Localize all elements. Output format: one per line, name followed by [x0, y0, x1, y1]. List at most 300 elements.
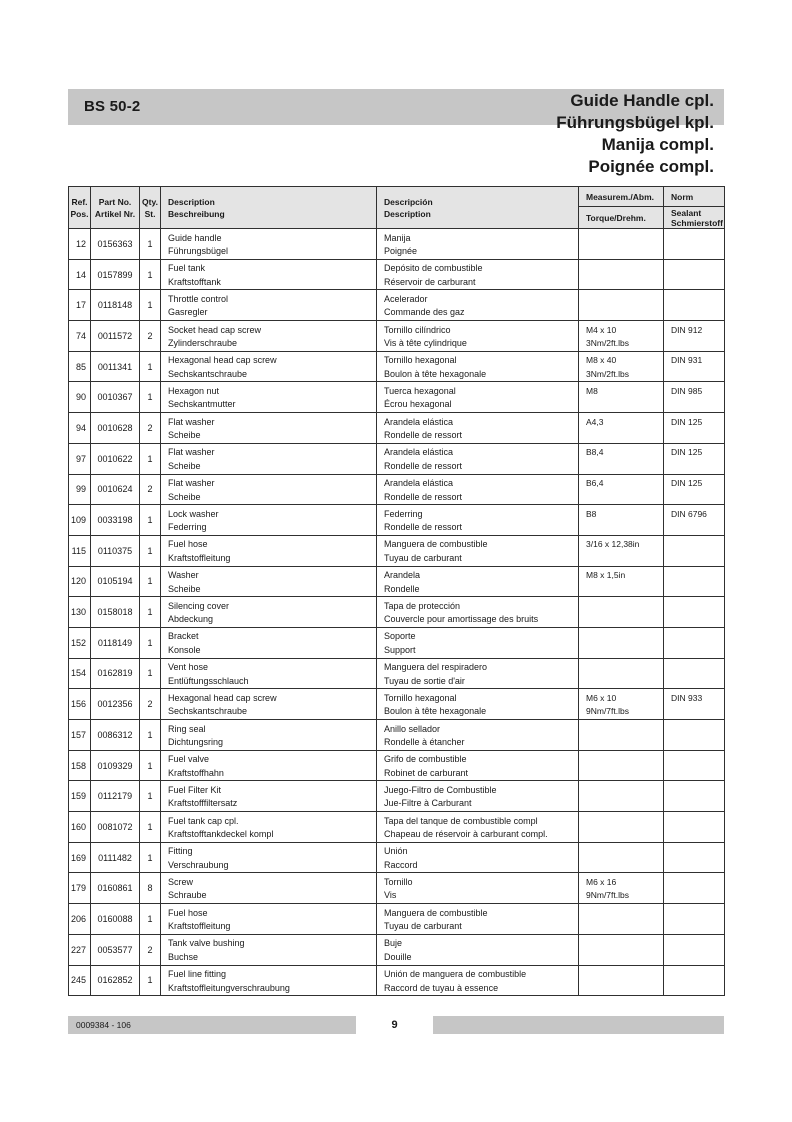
- measurement-cell: [579, 658, 664, 689]
- description-de: Scheibe: [168, 430, 201, 441]
- part-no-cell: 0118148: [91, 290, 140, 321]
- ref-cell: 85: [69, 351, 91, 382]
- table-row: [69, 750, 725, 781]
- description-cell: [161, 904, 377, 935]
- description-fr: Rondelle de ressort: [384, 491, 463, 502]
- part-no-cell: 0011341: [91, 351, 140, 382]
- translation-cell: [377, 290, 579, 321]
- translation-cell: [377, 443, 579, 474]
- qty-cell: 1: [140, 259, 161, 290]
- measurement-torque: 3Nm/2ft.lbs: [586, 368, 629, 379]
- description-es: Buje: [384, 938, 403, 949]
- translation-cell: [377, 965, 579, 996]
- description-de: Scheibe: [168, 583, 201, 594]
- qty-cell: 1: [140, 229, 161, 260]
- description-cell: [161, 290, 377, 321]
- description-de: Verschraubung: [168, 859, 229, 870]
- measurement-cell: [579, 904, 664, 935]
- description-fr: Tuyau de carburant: [384, 552, 462, 563]
- part-no-cell: 0160088: [91, 904, 140, 935]
- part-no-cell: 0118149: [91, 627, 140, 658]
- footer-right-bar: [433, 1016, 724, 1034]
- col-header-description: Description Beschreibung: [161, 187, 377, 229]
- ref-cell: 115: [69, 535, 91, 566]
- translation-cell: [377, 382, 579, 413]
- col-header-descripcion: Descripción Description: [377, 187, 579, 229]
- qty-cell: 1: [140, 658, 161, 689]
- description-cell: [161, 812, 377, 843]
- description-cell: [161, 934, 377, 965]
- col-header-ref: Ref. Pos.: [69, 187, 91, 229]
- description-fr: Rondelle de ressort: [384, 430, 463, 441]
- part-no-cell: 0109329: [91, 750, 140, 781]
- description-de: Sechskantschraube: [168, 706, 248, 717]
- part-no-cell: 0157899: [91, 259, 140, 290]
- measurement-cell: [579, 259, 664, 290]
- norm-cell: DIN 125: [664, 443, 725, 474]
- description-en: Flat washer: [168, 416, 215, 427]
- description-es: Tornillo: [384, 876, 413, 887]
- table-row: [69, 689, 725, 720]
- table-row: [69, 597, 725, 628]
- description-cell: [161, 413, 377, 444]
- qty-cell: 1: [140, 904, 161, 935]
- norm-cell: DIN 125: [664, 474, 725, 505]
- description-de: Konsole: [168, 644, 201, 655]
- description-fr: Douille: [384, 951, 412, 962]
- ref-cell: 154: [69, 658, 91, 689]
- measurement-size: B8: [586, 508, 597, 519]
- measurement-cell: [579, 720, 664, 751]
- qty-cell: 8: [140, 873, 161, 904]
- description-cell: [161, 229, 377, 260]
- description-cell: [161, 842, 377, 873]
- norm-cell: [664, 965, 725, 996]
- translation-cell: [377, 842, 579, 873]
- ref-cell: 14: [69, 259, 91, 290]
- qty-cell: 1: [140, 750, 161, 781]
- ref-cell: 120: [69, 566, 91, 597]
- translation-cell: [377, 812, 579, 843]
- description-fr: Écrou hexagonal: [384, 399, 452, 410]
- table-row: [69, 382, 725, 413]
- part-no-cell: 0156363: [91, 229, 140, 260]
- description-fr: Boulon à tête hexagonale: [384, 706, 487, 717]
- title-line-en: Guide Handle cpl.: [570, 91, 714, 110]
- page-title: [556, 90, 724, 178]
- description-en: Screw: [168, 876, 194, 887]
- table-row: [69, 321, 725, 352]
- norm-cell: DIN 912: [664, 321, 725, 352]
- description-es: Grifo de combustible: [384, 754, 467, 765]
- description-es: Manija: [384, 232, 411, 243]
- norm-cell: DIN 931: [664, 351, 725, 382]
- qty-cell: 1: [140, 842, 161, 873]
- description-cell: [161, 321, 377, 352]
- norm-cell: [664, 934, 725, 965]
- description-fr: Commande des gaz: [384, 307, 465, 318]
- description-es: Arandela elástica: [384, 416, 454, 427]
- translation-cell: [377, 597, 579, 628]
- norm-cell: [664, 812, 725, 843]
- translation-cell: [377, 474, 579, 505]
- description-es: Arandela elástica: [384, 478, 454, 488]
- ref-cell: 109: [69, 505, 91, 536]
- ref-cell: 157: [69, 720, 91, 751]
- part-no-cell: 0158018: [91, 597, 140, 628]
- description-fr: Rondelle: [384, 583, 420, 594]
- part-no-cell: 0162819: [91, 658, 140, 689]
- measurement-cell: [579, 812, 664, 843]
- measurement-cell: [579, 750, 664, 781]
- description-es: Tuerca hexagonal: [384, 385, 456, 396]
- norm-cell: [664, 290, 725, 321]
- translation-cell: [377, 566, 579, 597]
- measurement-cell: [579, 290, 664, 321]
- description-fr: Tuyau de carburant: [384, 921, 462, 932]
- description-en: Flat washer: [168, 478, 215, 488]
- description-de: Schraube: [168, 890, 207, 901]
- description-es: Arandela: [384, 570, 421, 581]
- table-row: [69, 965, 725, 996]
- description-cell: [161, 720, 377, 751]
- description-fr: Raccord de tuyau à essence: [384, 982, 499, 993]
- title-line-de: Führungsbügel kpl.: [556, 113, 714, 132]
- qty-cell: 1: [140, 597, 161, 628]
- description-de: Scheibe: [168, 460, 201, 471]
- table-row: [69, 351, 725, 382]
- part-no-cell: 0010624: [91, 474, 140, 505]
- part-no-cell: 0010622: [91, 443, 140, 474]
- part-no-cell: 0033198: [91, 505, 140, 536]
- part-no-cell: 0081072: [91, 812, 140, 843]
- description-cell: [161, 965, 377, 996]
- qty-cell: 1: [140, 965, 161, 996]
- description-en: Bracket: [168, 631, 199, 642]
- description-fr: Rondelle de ressort: [384, 460, 463, 471]
- col-header-measurem: Measurem./Abm.: [579, 187, 664, 207]
- description-cell: [161, 873, 377, 904]
- description-cell: [161, 658, 377, 689]
- description-cell: [161, 443, 377, 474]
- translation-cell: [377, 259, 579, 290]
- measurement-cell: [579, 474, 664, 505]
- description-cell: [161, 382, 377, 413]
- norm-cell: [664, 842, 725, 873]
- description-fr: Robinet de carburant: [384, 767, 469, 778]
- measurement-cell: [579, 934, 664, 965]
- description-es: Unión de manguera de combustible: [384, 969, 527, 979]
- translation-cell: [377, 627, 579, 658]
- description-fr: Chapeau de réservoir à carburant compl.: [384, 829, 548, 840]
- col-header-sealant: Sealant Schmierstoff: [664, 207, 725, 229]
- measurement-size: M8 x 1,5in: [586, 570, 626, 581]
- table-row: [69, 566, 725, 597]
- ref-cell: 227: [69, 934, 91, 965]
- ref-cell: 94: [69, 413, 91, 444]
- norm-cell: DIN 985: [664, 382, 725, 413]
- table-row: [69, 413, 725, 444]
- translation-cell: [377, 535, 579, 566]
- description-de: Dichtungsring: [168, 737, 224, 747]
- measurement-cell: [579, 413, 664, 444]
- measurement-cell: [579, 321, 664, 352]
- description-en: Fuel line fitting: [168, 969, 227, 979]
- measurement-size: M6 x 10: [586, 692, 617, 703]
- description-de: Kraftstoffhahn: [168, 767, 224, 778]
- description-de: Buchse: [168, 951, 199, 962]
- doc-number: 0009384 - 106: [76, 1020, 131, 1030]
- description-en: Ring seal: [168, 723, 206, 734]
- qty-cell: 1: [140, 351, 161, 382]
- description-en: Hexagon nut: [168, 385, 220, 396]
- ref-cell: 156: [69, 689, 91, 720]
- measurement-size: M8: [586, 385, 598, 396]
- description-cell: [161, 627, 377, 658]
- description-de: Kraftstofftankdeckel kompl: [168, 829, 274, 840]
- translation-cell: [377, 321, 579, 352]
- description-es: Manguera de combustible: [384, 539, 488, 550]
- description-fr: Vis: [384, 890, 397, 901]
- description-en: Fuel tank cap cpl.: [168, 815, 239, 826]
- qty-cell: 2: [140, 413, 161, 444]
- table-row: [69, 474, 725, 505]
- parts-table-wrapper: [68, 186, 725, 996]
- table-row: [69, 535, 725, 566]
- qty-cell: 1: [140, 566, 161, 597]
- measurement-size: 3/16 x 12,38in: [586, 539, 640, 550]
- norm-cell: DIN 933: [664, 689, 725, 720]
- description-en: Tank valve bushing: [168, 938, 245, 949]
- description-en: Vent hose: [168, 662, 209, 673]
- description-fr: Réservoir de carburant: [384, 276, 476, 287]
- description-en: Washer: [168, 570, 199, 581]
- norm-cell: [664, 750, 725, 781]
- measurement-cell: [579, 382, 664, 413]
- description-cell: [161, 781, 377, 812]
- col-header-part-no: Part No. Artikel Nr.: [91, 187, 140, 229]
- norm-cell: [664, 259, 725, 290]
- table-row: [69, 658, 725, 689]
- ref-cell: 90: [69, 382, 91, 413]
- translation-cell: [377, 505, 579, 536]
- description-de: Abdeckung: [168, 614, 214, 625]
- ref-cell: 130: [69, 597, 91, 628]
- measurement-cell: [579, 535, 664, 566]
- ref-cell: 206: [69, 904, 91, 935]
- part-no-cell: 0110375: [91, 535, 140, 566]
- description-es: Juego-Filtro de Combustible: [384, 784, 497, 795]
- measurement-cell: [579, 597, 664, 628]
- translation-cell: [377, 413, 579, 444]
- measurement-torque: 9Nm/7ft.lbs: [586, 890, 629, 901]
- description-es: Arandela elástica: [384, 447, 454, 458]
- description-cell: [161, 597, 377, 628]
- table-row: [69, 934, 725, 965]
- description-de: Sechskantmutter: [168, 399, 236, 410]
- norm-cell: [664, 627, 725, 658]
- description-cell: [161, 474, 377, 505]
- measurement-cell: [579, 965, 664, 996]
- ref-cell: 160: [69, 812, 91, 843]
- ref-cell: 17: [69, 290, 91, 321]
- norm-cell: [664, 658, 725, 689]
- qty-cell: 1: [140, 382, 161, 413]
- description-fr: Vis à tête cylindrique: [384, 338, 467, 349]
- description-cell: [161, 351, 377, 382]
- norm-cell: [664, 873, 725, 904]
- description-fr: Rondelle à étancher: [384, 737, 465, 747]
- qty-cell: 1: [140, 443, 161, 474]
- qty-cell: 2: [140, 689, 161, 720]
- description-cell: [161, 689, 377, 720]
- translation-cell: [377, 658, 579, 689]
- description-es: Acelerador: [384, 293, 428, 304]
- part-no-cell: 0053577: [91, 934, 140, 965]
- table-row: [69, 259, 725, 290]
- title-line-es: Manija compl.: [601, 135, 714, 154]
- norm-cell: [664, 781, 725, 812]
- part-no-cell: 0162852: [91, 965, 140, 996]
- measurement-size: B8,4: [586, 447, 604, 458]
- translation-cell: [377, 229, 579, 260]
- description-es: Federring: [384, 508, 423, 519]
- parts-table-body: [69, 229, 725, 996]
- description-en: Lock washer: [168, 508, 219, 519]
- part-no-cell: 0160861: [91, 873, 140, 904]
- description-de: Kraftstoffleitungverschraubung: [168, 982, 290, 993]
- parts-table: [68, 186, 725, 996]
- measurement-cell: [579, 627, 664, 658]
- ref-cell: 74: [69, 321, 91, 352]
- table-row: [69, 443, 725, 474]
- qty-cell: 2: [140, 934, 161, 965]
- description-fr: Jue-Filtre à Carburant: [384, 798, 472, 809]
- description-en: Fuel valve: [168, 754, 210, 765]
- table-row: [69, 873, 725, 904]
- table-row: [69, 229, 725, 260]
- description-de: Führungsbügel: [168, 246, 229, 256]
- measurement-cell: [579, 689, 664, 720]
- description-en: Fuel tank: [168, 263, 206, 274]
- table-row: [69, 720, 725, 751]
- measurement-cell: [579, 443, 664, 474]
- page-number: 9: [391, 1019, 398, 1031]
- measurement-size: M8 x 40: [586, 355, 617, 366]
- description-fr: Tuyau de sortie d'air: [384, 675, 465, 686]
- description-de: Kraftstofftank: [168, 276, 221, 287]
- description-en: Hexagonal head cap screw: [168, 355, 277, 366]
- qty-cell: 1: [140, 627, 161, 658]
- table-row: [69, 812, 725, 843]
- translation-cell: [377, 720, 579, 751]
- model-label: BS 50-2: [84, 98, 141, 115]
- measurement-cell: [579, 873, 664, 904]
- qty-cell: 1: [140, 505, 161, 536]
- translation-cell: [377, 750, 579, 781]
- table-row: [69, 781, 725, 812]
- ref-cell: 179: [69, 873, 91, 904]
- part-no-cell: 0011572: [91, 321, 140, 352]
- norm-cell: DIN 125: [664, 413, 725, 444]
- description-cell: [161, 259, 377, 290]
- description-es: Depósito de combustible: [384, 263, 483, 274]
- translation-cell: [377, 934, 579, 965]
- norm-cell: [664, 566, 725, 597]
- description-en: Fuel Filter Kit: [168, 784, 222, 795]
- description-de: Kraftstofffiltersatz: [168, 798, 238, 809]
- description-cell: [161, 750, 377, 781]
- description-fr: Raccord: [384, 859, 418, 870]
- translation-cell: [377, 873, 579, 904]
- part-no-cell: 0012356: [91, 689, 140, 720]
- qty-cell: 2: [140, 474, 161, 505]
- measurement-torque: 9Nm/7ft.lbs: [586, 706, 629, 717]
- measurement-size: A4,3: [586, 416, 604, 427]
- norm-cell: [664, 904, 725, 935]
- translation-cell: [377, 904, 579, 935]
- norm-cell: [664, 535, 725, 566]
- description-es: Tornillo hexagonal: [384, 355, 457, 366]
- measurement-torque: 3Nm/2ft.lbs: [586, 338, 629, 349]
- description-fr: Poignée: [384, 246, 418, 256]
- description-de: Sechskantschraube: [168, 368, 248, 379]
- qty-cell: 1: [140, 720, 161, 751]
- measurement-cell: [579, 842, 664, 873]
- description-es: Manguera del respiradero: [384, 662, 488, 673]
- description-de: Federring: [168, 522, 207, 533]
- description-en: Fitting: [168, 846, 193, 857]
- description-en: Throttle control: [168, 293, 229, 304]
- ref-cell: 97: [69, 443, 91, 474]
- description-es: Tornillo hexagonal: [384, 692, 457, 703]
- description-de: Gasregler: [168, 307, 208, 318]
- description-en: Guide handle: [168, 232, 222, 243]
- description-es: Tapa del tanque de combustible compl: [384, 815, 538, 826]
- measurement-cell: [579, 505, 664, 536]
- part-no-cell: 0010367: [91, 382, 140, 413]
- norm-cell: [664, 720, 725, 751]
- measurement-cell: [579, 566, 664, 597]
- description-de: Scheibe: [168, 491, 201, 502]
- norm-cell: [664, 229, 725, 260]
- part-no-cell: 0105194: [91, 566, 140, 597]
- description-de: Entlüftungsschlauch: [168, 675, 249, 686]
- qty-cell: 1: [140, 781, 161, 812]
- description-cell: [161, 535, 377, 566]
- description-es: Unión: [384, 846, 408, 857]
- description-de: Kraftstoffleitung: [168, 552, 231, 563]
- measurement-size: B6,4: [586, 478, 604, 488]
- description-de: Zylinderschraube: [168, 338, 238, 349]
- part-no-cell: 0010628: [91, 413, 140, 444]
- table-row: [69, 290, 725, 321]
- qty-cell: 2: [140, 321, 161, 352]
- description-cell: [161, 505, 377, 536]
- description-de: Kraftstoffleitung: [168, 921, 231, 932]
- description-cell: [161, 566, 377, 597]
- description-fr: Support: [384, 644, 416, 655]
- description-fr: Rondelle de ressort: [384, 522, 463, 533]
- part-no-cell: 0112179: [91, 781, 140, 812]
- description-es: Tapa de protección: [384, 600, 461, 611]
- description-fr: Couvercle pour amortissage des bruits: [384, 614, 539, 625]
- footer-doc-number-bar: [68, 1016, 356, 1034]
- ref-cell: 169: [69, 842, 91, 873]
- ref-cell: 152: [69, 627, 91, 658]
- description-es: Manguera de combustible: [384, 907, 488, 918]
- description-en: Flat washer: [168, 447, 215, 458]
